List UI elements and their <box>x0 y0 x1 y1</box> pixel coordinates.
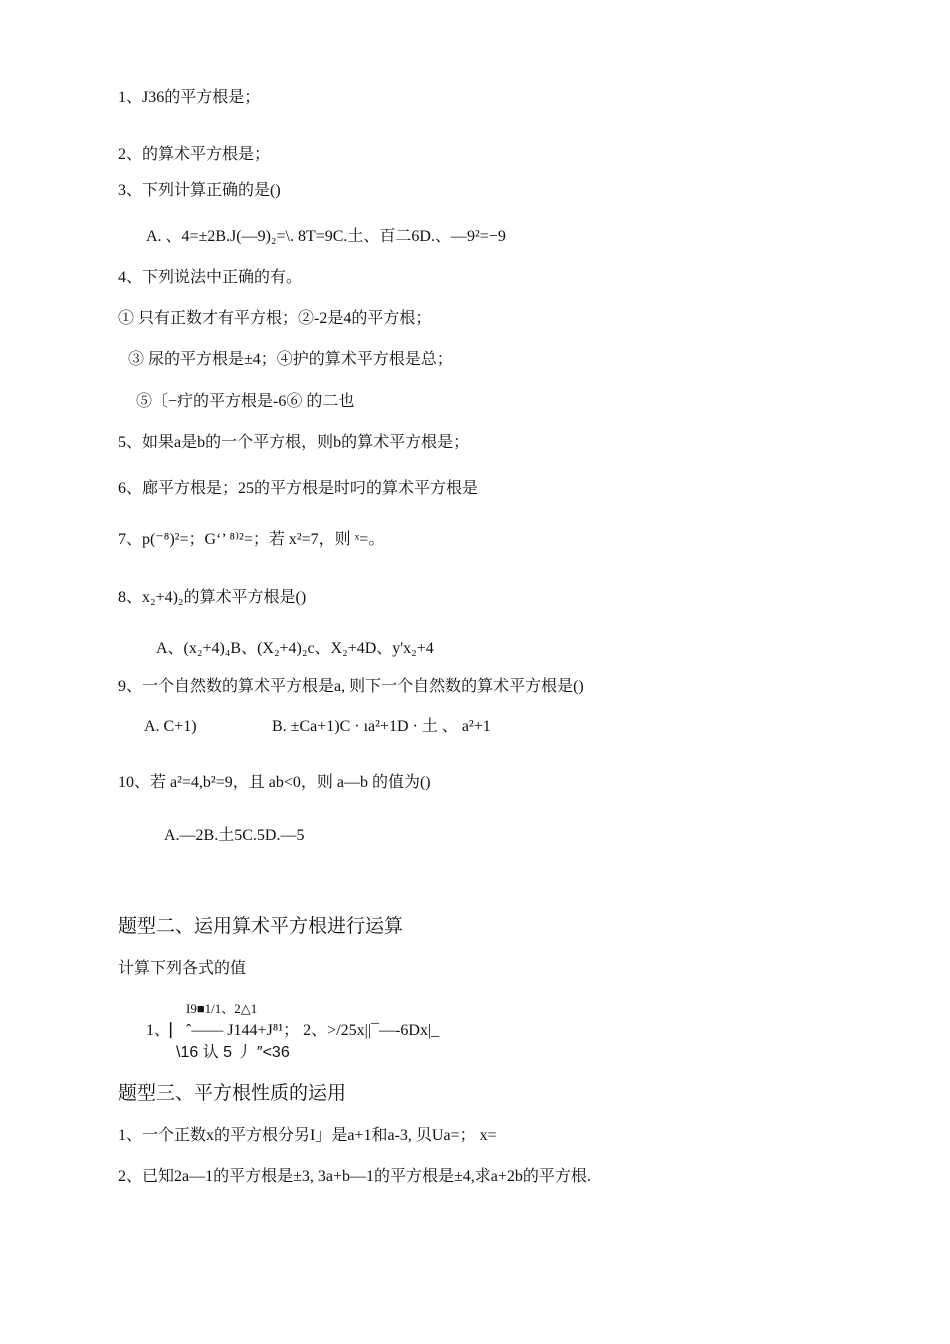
question-3: 3、下列计算正确的是() <box>118 182 281 199</box>
expression-line-middle: 1、⎸ˆ—— J144+J⁸¹； 2、>/25x||¯—-6Dx|_ <box>146 1022 440 1039</box>
question-3-options: A. 、4=±2B.J(—9)₂=\. 8T=9C.土、百二6D.、—9²=−9 <box>146 228 506 245</box>
question-8-options: A、(x₂+4)₄B、(X₂+4)₂c、X₂+4D、y'x₂+4 <box>156 640 434 657</box>
section-2-heading: 题型二、运用算术平方根进行运算 <box>118 916 404 937</box>
section-3-question-1: 1、一个正数x的平方根分另I」是a+1和a-3, 贝Ua=； x= <box>118 1127 497 1144</box>
question-4-item-3: ⑤〔−疔的平方根是-6⑥ 的二也 <box>136 393 355 410</box>
question-9-options-rest: B. ±Ca+1)C · ıa²+1D · 土 、 a²+1 <box>272 718 491 735</box>
question-2: 2、的算术平方根是； <box>118 146 271 163</box>
section-2-instruction: 计算下列各式的值 <box>118 960 247 977</box>
question-4-item-1: ① 只有正数才有平方根；②-2是4的平方根； <box>118 310 432 327</box>
question-5: 5、如果a是b的一个平方根，则b的算术平方根是； <box>118 434 470 451</box>
expression-line-top: I9■1/1、2△1 <box>186 1001 258 1016</box>
question-8: 8、x₂+4)₂的算术平方根是() <box>118 589 307 606</box>
question-6: 6、廊平方根是；25的平方根是时叼的算术平方根是 <box>118 480 479 497</box>
question-4-item-2: ③ 尿的平方根是±4；④护的算术平方根是总； <box>128 351 453 368</box>
question-7: 7、p(⁻⁸)²=；G‘’ ⁸⁾²=；若 x²=7，则 ˣ=。 <box>118 531 385 548</box>
question-9: 9、一个自然数的算术平方根是a, 则下一个自然数的算术平方根是() <box>118 678 584 695</box>
question-10: 10、若 a²=4,b²=9，且 ab<0，则 a—b 的值为() <box>118 774 431 791</box>
expression-line-bottom: \16 认 5 丿 ″<36 <box>176 1044 290 1061</box>
question-10-options: A.—2B.土5C.5D.—5 <box>164 827 305 844</box>
section-3-heading: 题型三、平方根性质的运用 <box>118 1083 347 1104</box>
question-4: 4、下列说法中正确的有。 <box>118 269 303 286</box>
question-1: 1、J36的平方根是； <box>118 89 261 106</box>
question-9-option-a: A. C+1) <box>144 718 197 735</box>
section-3-question-2: 2、已知2a—1的平方根是±3, 3a+b—1的平方根是±4,求a+2b的平方根. <box>118 1168 591 1185</box>
